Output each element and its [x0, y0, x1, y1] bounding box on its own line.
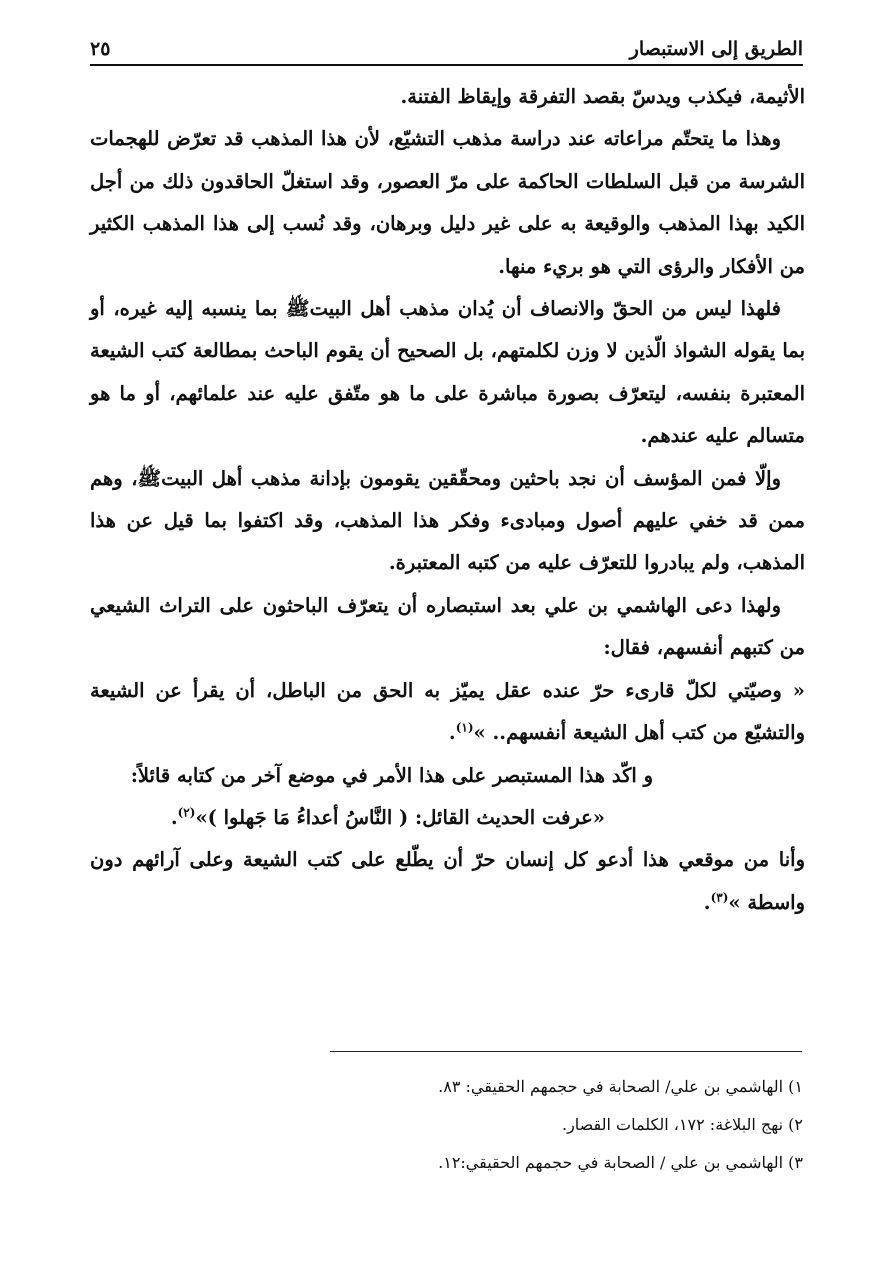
footnote-divider — [330, 1051, 802, 1052]
footnote-ref-2: (٢) — [177, 805, 196, 820]
quote-3-text: وأنا من موقعي هذا أدعو كل إنسان حرّ أن يطّلع على كتب الشيعة وعلى آرائهم دون واسطة » — [90, 848, 805, 914]
quote-1: « وصيّتي لكلّ قارىء حرّ عنده عقل يميّز به الحق من الباطل، أن يقرأ عن الشيعة والتشيّع من كتب أهل الشيعة أنفسهم.. »$^{(١)}$. — [90, 678, 805, 745]
quote-3 — [90, 839, 805, 924]
footnote-1: ١) الهاشمي بن علي/ الصحابة في حجمهم الحقيقي: ٨٣. — [438, 1077, 803, 1096]
paragraph-5 — [90, 585, 805, 670]
quote-2-end: )» — [195, 805, 224, 829]
author-name: الهاشمي بن علي — [544, 593, 687, 617]
quote-2-start: «عرفت الحديث القائل: ( — [392, 805, 605, 829]
quote-2: «عرفت الحديث القائل: ( النَّاسُ أعداءُ مَا جَهلوا )»$^{(٢)}$. — [170, 805, 605, 829]
footnote-3: ٣) الهاشمي بن علي / الصحابة في حجمهم الحقيقي:١٢. — [438, 1153, 803, 1172]
paragraph-6: و اكّد هذا المستبصر على هذا الأمر في موضع آخر من كتابه قائلاً: — [130, 763, 653, 787]
page-number: ٢٥ — [90, 38, 111, 60]
footnote-ref-3: (٣) — [710, 890, 729, 905]
main-text — [90, 76, 805, 924]
quote-1-text: « وصيّتي لكلّ قارىء حرّ عنده عقل يميّز به الحق من الباطل، أن يقرأ عن الشيعة والتشيّع من كتب أهل الشيعة أنفسهم.. » — [90, 678, 805, 745]
header-title: الطريق إلى الاستبصار — [629, 38, 803, 60]
footnotes — [110, 1068, 803, 1182]
running-header — [90, 30, 803, 66]
paragraph-5-start: ولهذا دعى — [686, 593, 781, 617]
footnote-2: ٢) نهج البلاغة: ١٧٢، الكلمات القصار. — [561, 1115, 803, 1134]
paragraph-4: وإلّا فمن المؤسف أن نجد باحثين ومحقّقين يقومون بإدانة مذهب أهل البيتﷺ، وهم ممن قد خفي عليهم أصول ومبادىء وفكر هذا المذهب، وقد اكتفوا بما قيل عن هذا المذهب، ولم يبادروا للتعرّف عليه من كتبه المعتبرة. — [90, 466, 805, 575]
quote-3-tail: . — [703, 890, 711, 914]
paragraph-1: الأثيمة، فيكذب ويدسّ بقصد التفرقة وإيقاظ الفتنة. — [400, 85, 805, 108]
paragraph-2: وهذا ما يتحتّم مراعاته عند دراسة مذهب التشيّع، لأن هذا المذهب قد تعرّض للهجمات الشرسة من قبل السلطات الحاكمة على مرّ العصور، وقد استغلّ الحاقدون ذلك من أجل الكيد بهذا المذهب والوقيعة به على غير دليل وبرهان، وقد نُسب إلى هذا المذهب الكثير من الأفكار والرؤى التي هو بريء منها. — [90, 127, 805, 278]
hadith-text: النَّاسُ أعداءُ مَا جَهلوا — [223, 805, 393, 829]
paragraph-3: فلهذا ليس من الحقّ والانصاف أن يُدان مذهب أهل البيتﷺ بما ينسبه إليه غيره، أو بما يقوله الشواذ الّذين لا وزن لكلمتهم، بل الصحيح أن يقوم الباحث بمطالعة كتب الشيعة المعتبرة بنفسه، ليتعرّف بصورة مباشرة على ما هو متّفق عليه عند علمائهم، أو ما هو متسالم عليه عندهم. — [90, 297, 805, 448]
footnote-ref-1: (١) — [455, 720, 474, 735]
paragraph-5-end: بعد استبصاره أن يتعرّف الباحثون على التراث الشيعي من كتبهم أنفسهم، فقال: — [90, 593, 805, 660]
